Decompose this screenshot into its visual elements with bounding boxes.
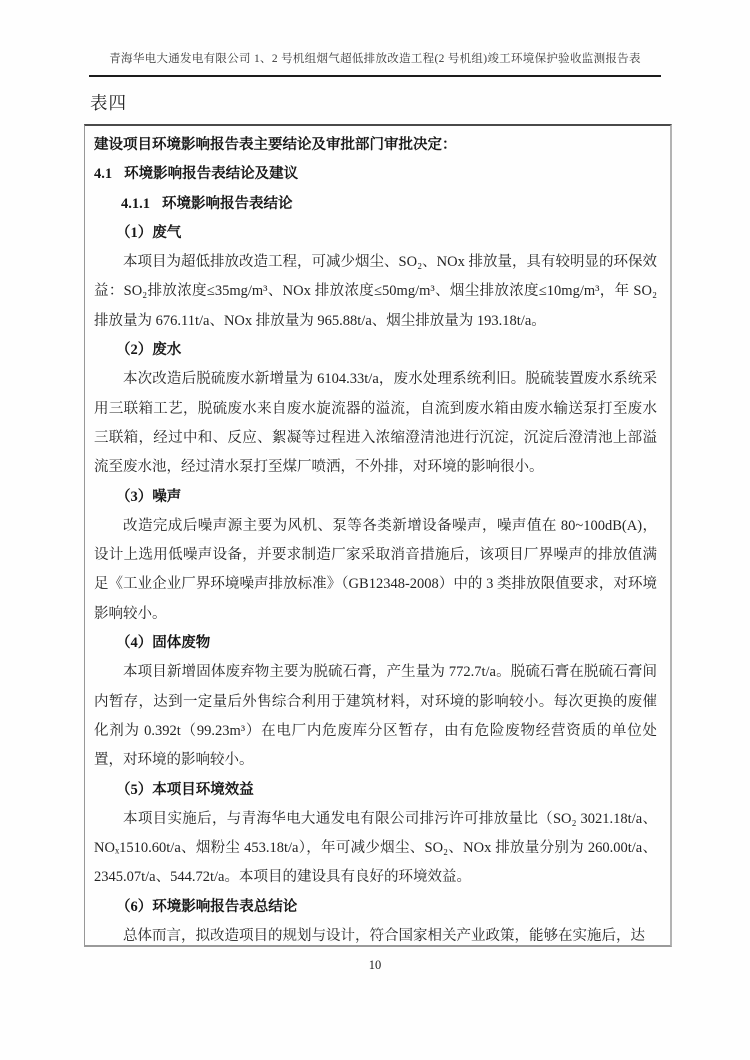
section-4-1-1-number: 4.1.1 <box>121 195 150 212</box>
subsection-heading-waste-gas: （1）废气 <box>116 224 182 241</box>
subsection-heading-noise: （3）噪声 <box>116 488 182 505</box>
subsection-paragraph-overall-conclusion: 总体而言，拟改造项目的规划与设计，符合国家相关产业政策，能够在实施后，达 <box>123 928 645 945</box>
main-heading: 建设项目环境影响报告表主要结论及审批部门审批决定： <box>94 137 457 153</box>
section-4-1-title: 环境影响报告表结论及建议 <box>124 166 299 183</box>
subsection-paragraph-environmental-benefit: 本项目实施后，与青海华电大通发电有限公司排污许可排放量比（SO₂ 3021.18t/a、NOₓ1510.60t/a、烟粉尘 453.18t/a），年可减少烟尘、SO₂、NOx 排放量分别为 260.00t/a、2345.07t/a、544.72t/a。本项目的建设具有良好的环境效益。 <box>94 810 657 886</box>
subsection-heading-overall-conclusion: （6）环境影响报告表总结论 <box>116 898 298 915</box>
section-4-1-heading <box>94 160 657 189</box>
subsection-paragraph-noise: 改造完成后噪声源主要为风机、泵等各类新增设备噪声，噪声值在 80~100dB(A)，设计上选用低噪声设备，并要求制造厂家采取消音措施后，该项目厂界噪声的排放值满足《工业企业厂界环境噪声排放标准》（GB12348-2008）中的 3 类排放限值要求，对环境影响较小。 <box>94 517 657 622</box>
subsection-heading-waste-water: （2）废水 <box>116 342 182 359</box>
subsection-heading-solid-waste: （4）固体废物 <box>116 635 211 652</box>
document-header <box>0 0 750 77</box>
subsection-paragraph-waste-water: 本次改造后脱硫废水新增量为 6104.33t/a，废水处理系统利旧。脱硫装置废水系统采用三联箱工艺，脱硫废水来自废水旋流器的溢流，自流到废水箱由废水输送泵打至废水三联箱，经过中和、反应、絮凝等过程进入浓缩澄清池进行沉淀，沉淀后澄清池上部溢流至废水池，经过清水泵打至煤厂喷洒，不外排，对环境的影响很小。 <box>94 371 657 476</box>
section-4-1-number: 4.1 <box>94 166 113 183</box>
subsection-paragraph-waste-gas: 本项目为超低排放改造工程，可减少烟尘、SO₂、NOx 排放量，具有较明显的环保效益：SO₂排放浓度≤35mg/m³、NOx 排放浓度≤50mg/m³、烟尘排放浓度≤10mg/m³，年 SO₂排放量为 676.11t/a、NOx 排放量为 965.88t/a、烟尘排放量为 193.18t/a。 <box>94 254 657 329</box>
section-4-1-1-title: 环境影响报告表结论 <box>162 195 293 212</box>
page-number: 10 <box>368 958 382 972</box>
report-content-box <box>84 124 672 947</box>
subsection-heading-environmental-benefit: （5）本项目环境效益 <box>116 781 254 798</box>
section-4-1-1-heading <box>121 190 657 219</box>
table-number-label: 表四 <box>90 93 127 113</box>
report-header-title: 青海华电大通发电有限公司 1、2 号机组烟气超低排放改造工程(2 号机组)竣工环境保护验收监测报告表 <box>109 53 641 65</box>
header-divider <box>89 75 661 77</box>
subsection-paragraph-solid-waste: 本项目新增固体废弃物主要为脱硫石膏，产生量为 772.7t/a。脱硫石膏在脱硫石膏间内暂存，达到一定量后外售综合利用于建筑材料，对环境的影响较小。每次更换的废催化剂为 0.392t（99.23m³）在电厂内危废库分区暂存，由有危险废物经营资质的单位处置，对环境的影响较小。 <box>94 664 657 769</box>
